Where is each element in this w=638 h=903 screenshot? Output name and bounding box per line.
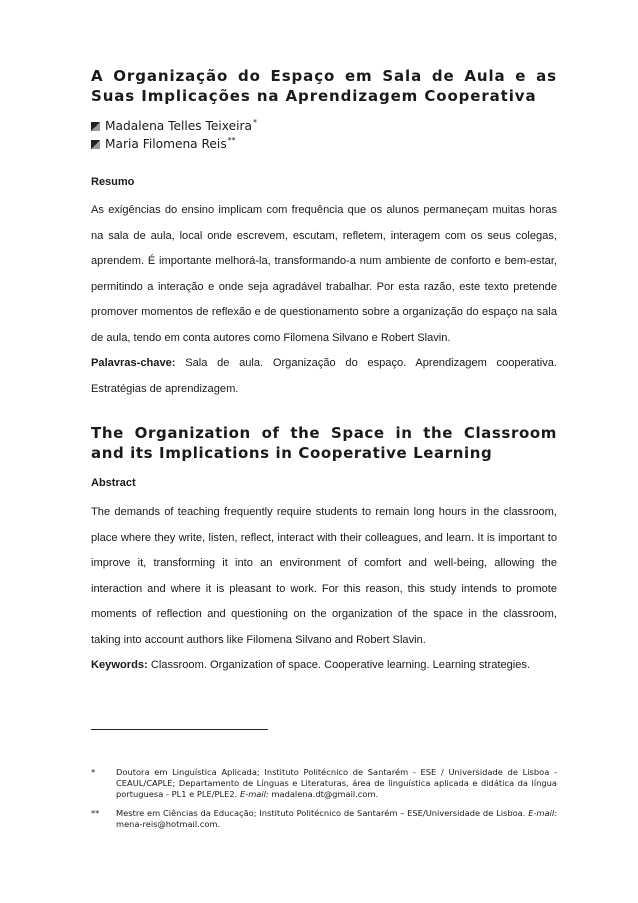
keywords-label: Keywords: <box>91 659 148 671</box>
footnote-body: Mestre em Ciências da Educação; Instituto Politécnico de Santarém – ESE/Universidade de Lisboa. <box>116 808 526 818</box>
bullet-icon <box>91 122 100 131</box>
abstract-text: The demands of teaching frequently require students to remain long hours in the classroom, place where they write, listen, reflect, interact with their colleagues, and learn. It is important to improve it, transforming it into an environment of comfort and well-being, allowing the interaction and where it is pleasant to work. For this reason, this study intends to promote moments of reflection and questioning on the organization of the space in the classroom, taking into account authors like Filomena Silvano and Robert Slavin. <box>91 506 557 646</box>
bullet-icon <box>91 140 100 149</box>
author-list <box>91 117 557 153</box>
footnote-divider <box>91 729 268 730</box>
footnote-text <box>116 808 557 830</box>
keywords-value: Classroom. Organization of space. Cooperative learning. Learning strategies. <box>150 659 531 671</box>
footnote-text <box>116 767 557 800</box>
resumo-text: As exigências do ensino implicam com frequência que os alunos permaneçam muitas horas na sala de aula, local onde escrevem, escutam, refletem, interagem com os seus colegas, aprendem. É importante melhorá-la, transformando-a num ambiente de conforto e bem-estar, permitindo a interação e onde seja agradável trabalhar. Por esta razão, este texto pretende promover momentos de reflexão e de questionamento sobre a organização do espaço na sala de aula, tendo em conta autores como Filomena Silvano e Robert Slavin. <box>91 204 557 344</box>
palavras-chave <box>91 351 557 402</box>
title-portuguese: A Organização do Espaço em Sala de Aula e as Suas Implicações na Aprendizagem Cooperativa <box>91 67 557 105</box>
title-english: The Organization of the Space in the Classroom and its Implications in Cooperative Learning <box>91 424 557 462</box>
email-label: E-mail: <box>239 789 269 799</box>
abstract-heading: Abstract <box>91 477 136 489</box>
keywords <box>91 653 557 679</box>
email-label: E-mail: <box>528 808 557 818</box>
author-name: Madalena Telles Teixeira <box>105 119 252 133</box>
keywords-label: Palavras-chave: <box>91 357 176 369</box>
footnotes <box>91 767 557 838</box>
footnote-2 <box>91 808 557 830</box>
footnote-body: Doutora em Linguística Aplicada; Instituto Politécnico de Santarém - ESE / Universidade de Lisboa - CEAUL/CAPLE; Departamento de Línguas e Literaturas, área de linguística aplicada e didática da língua portuguesa - PL1 e PLE/PLE2. <box>116 767 557 799</box>
email-address: mena-reis@hotmail.com. <box>116 819 221 829</box>
resumo-heading: Resumo <box>91 176 135 188</box>
footnote-mark: ** <box>91 808 100 818</box>
footnote-ref: ** <box>227 136 236 145</box>
footnote-ref: * <box>252 118 257 127</box>
keywords-value: Sala de aula. Organização do espaço. Aprendizagem cooperativa. Estratégias de aprendizagem. <box>91 357 557 395</box>
author-2 <box>91 135 557 153</box>
footnote-1 <box>91 767 557 800</box>
paper-page <box>91 66 557 730</box>
footnote-mark: * <box>91 767 96 777</box>
email-address: madalena.dt@gmail.com. <box>271 789 379 799</box>
author-name: Maria Filomena Reis <box>105 137 227 151</box>
author-1 <box>91 117 557 135</box>
